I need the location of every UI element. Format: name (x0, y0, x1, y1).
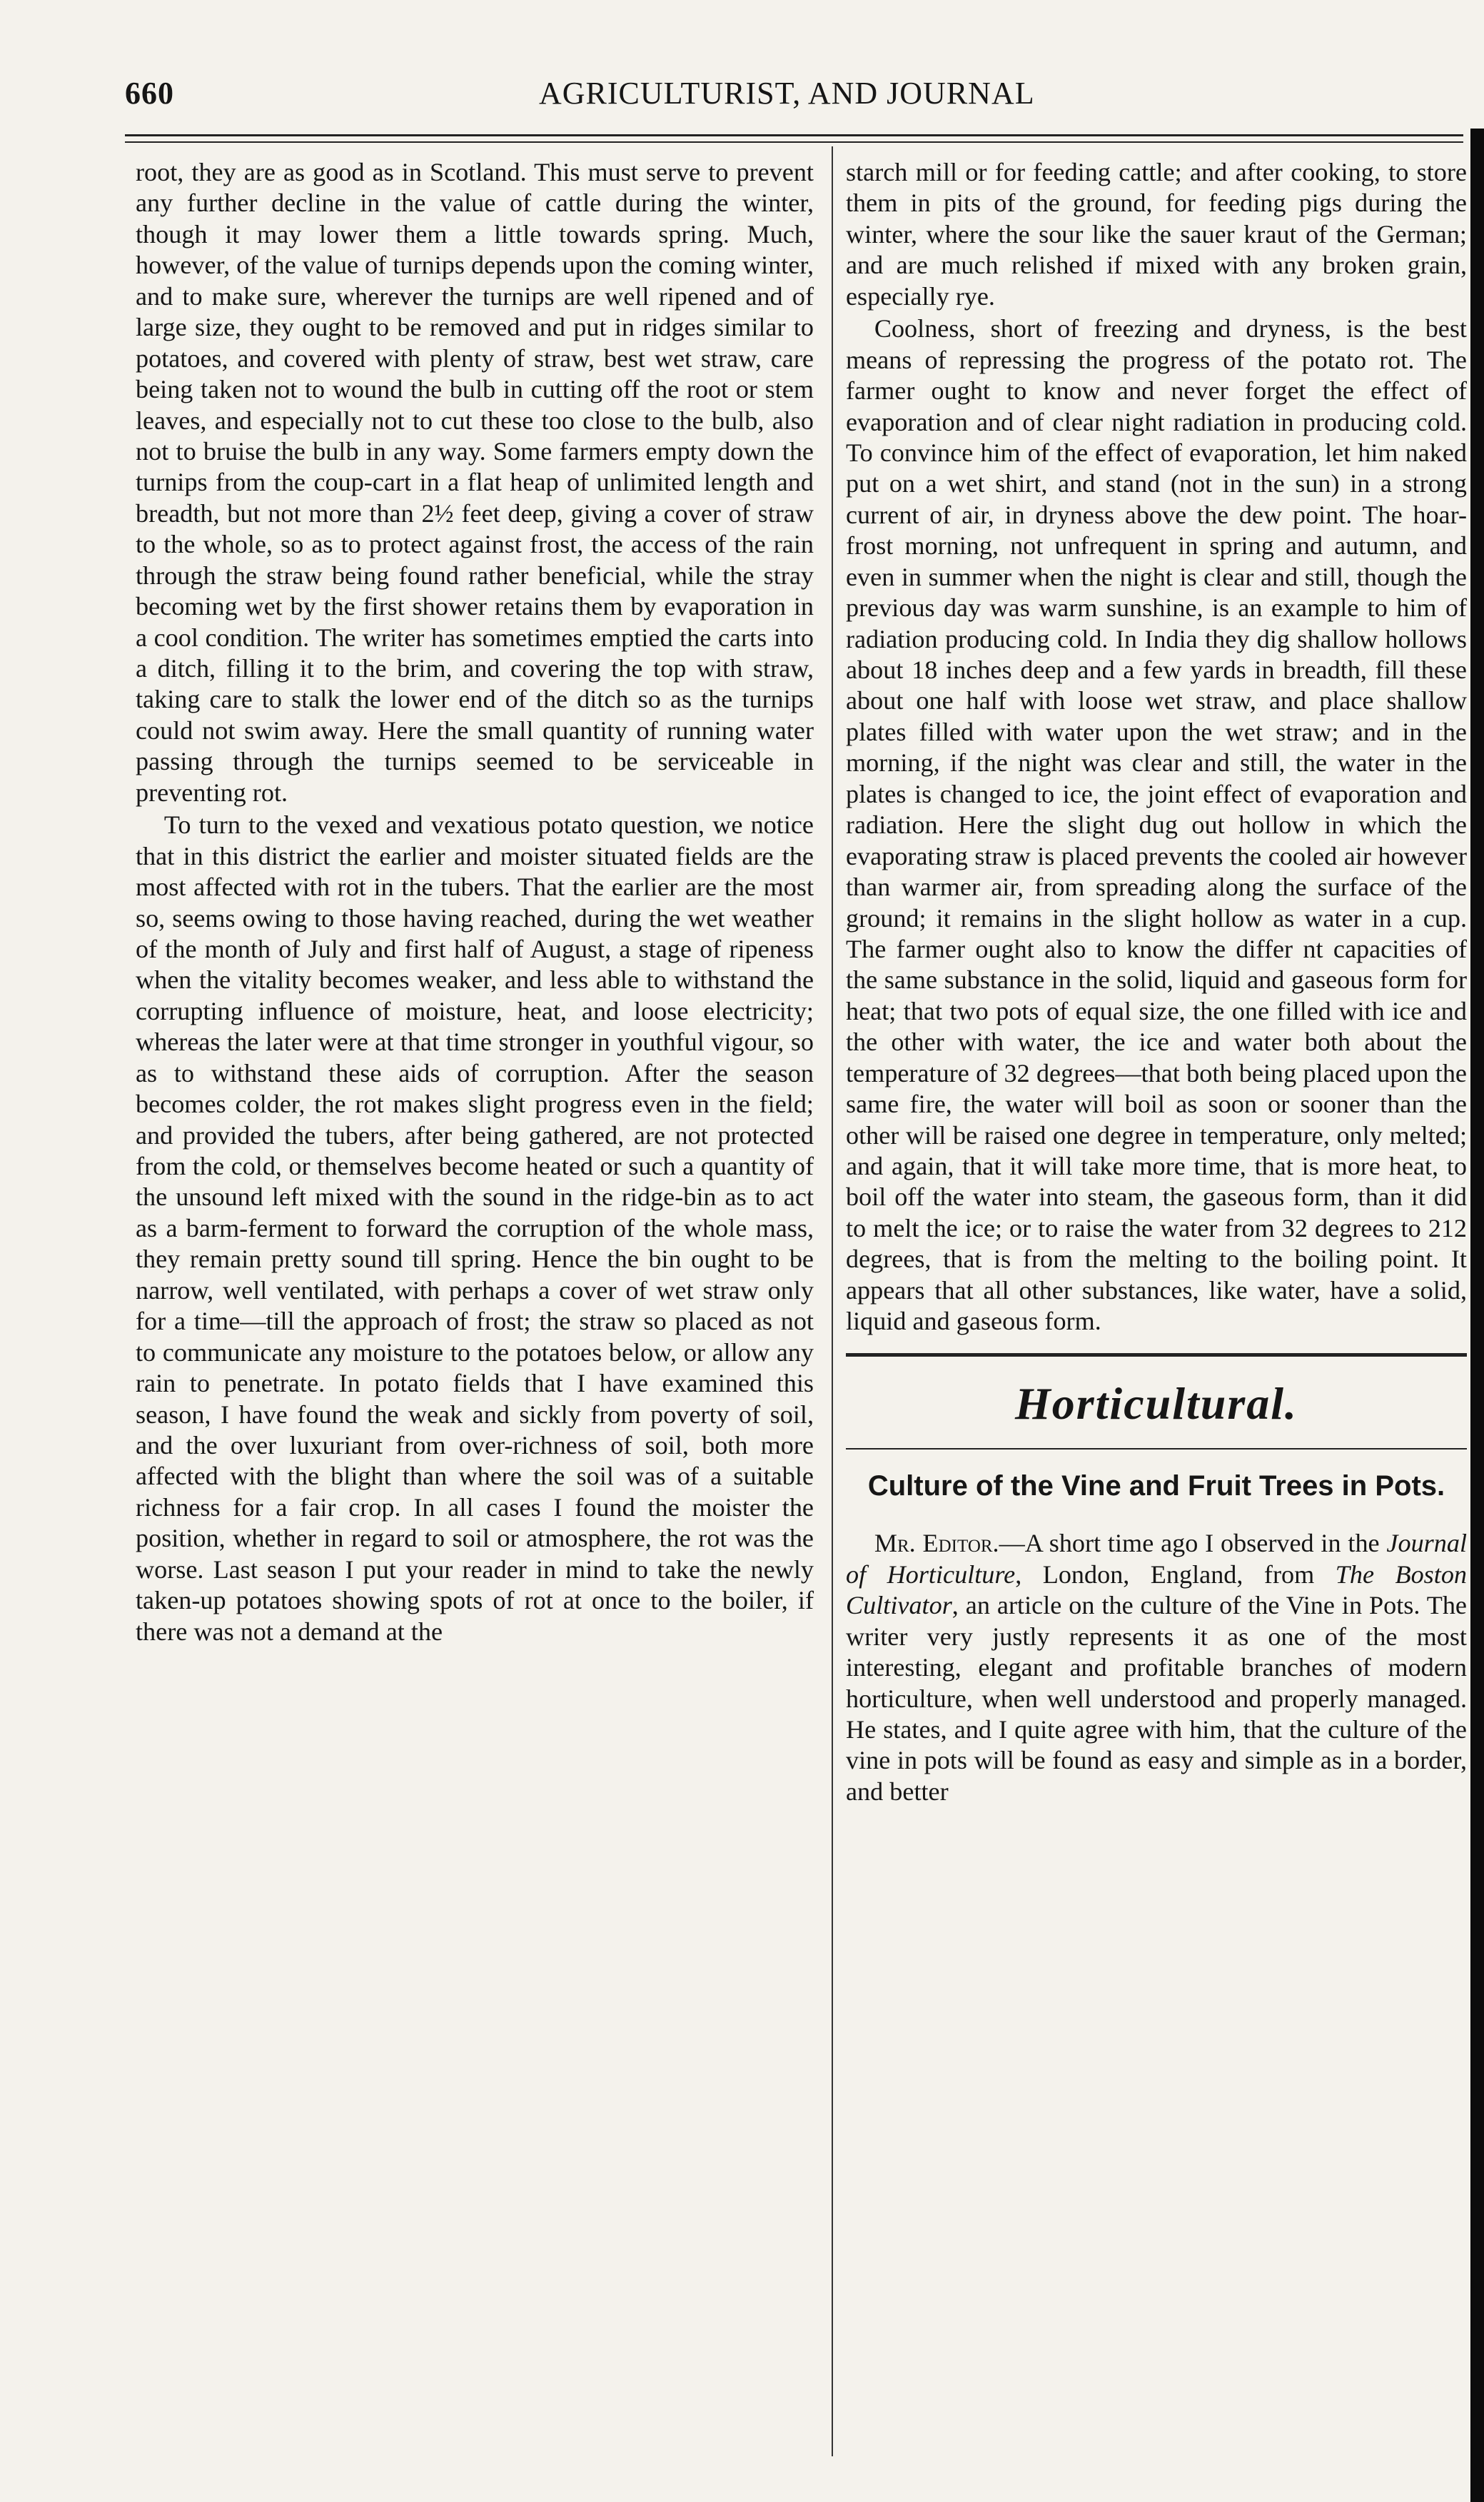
article-text-2: , London, England, from (1015, 1559, 1336, 1589)
page-header (125, 75, 1467, 125)
left-paragraph-2: To turn to the vexed and vexatious potato question, we notice that in this district the earlier and moister situated fields are the most affected with rot in the tubers. That the earlier are the most so, seems owing to those having reached, during the wet weather of the month of July and first half of August, a stage of ripeness when the vitality becomes weaker, and less able to withstand the corrupting influence of moisture, heat, and loose electricity; whereas the later were at that time stronger in youthful vigour, so as to withstand these aids of corruption. After the season becomes colder, the rot makes slight progress even in the field; and provided the tubers, after being gathered, are not protected from the cold, or themselves become heated or such a quantity of the unsound left mixed with the sound in the ridge-bin as to act as a barm-ferment to forward the corruption of the whole mass, they remain pretty sound till spring. Hence the bin ought to be narrow, well ventilated, with perhaps a cover of wet straw only for a time—till the approach of frost; the straw so placed as not to communicate any moisture to the potatoes below, or allow any rain to penetrate. In potato fields that I have examined this season, I have found the weak and sickly from poverty of soil, and the over luxuriant from over-richness of soil, both more affected with the blight than where the soil was of a suitable richness for a fair crop. In all cases I found the moister the position, whether in regard to soil or atmosphere, the rot was the worse. Last season I put your reader in mind to take the newly taken-up potatoes showing spots of rot at once to the boiler, if there was not a demand at the (136, 810, 814, 1646)
article-salutation: Mr. Editor. (874, 1529, 999, 1558)
article-title: Culture of the Vine and Fruit Trees in Pots. (867, 1470, 1445, 1502)
header-rule-bottom (125, 141, 1463, 143)
right-paragraph-1: starch mill or for feeding cattle; and after cooking, to store them in pits of the ground, for feeding pigs during the winter, where the sour like the sauer kraut of the German; and are much relished if mixed with any broken grain, especially rye. (846, 158, 1467, 311)
left-paragraph-1: root, they are as good as in Scotland. This must serve to prevent any further decline in the value of cattle during the winter, though it may lower them a little towards spring. Much, however, of the value of turnips depends upon the coming winter, and to make sure, wherever the turnips are well ripened and of large size, they ought to be removed and put in ridges similar to potatoes, and covered with plenty of straw, best wet straw, care being taken not to wound the bulb in cutting off the root or stem leaves, and especially not to cut these too close to the bulb, also not to bruise the bulb in any way. Some farmers empty down the turnips from the coup-cart in a flat heap of unlimited length and breadth, but not more than 2½ feet deep, giving a cover of straw to the whole, so as to protect against frost, the access of the rain through the straw being found rather beneficial, while the stray becoming wet by the first shower retains them by evaporation in a cool condition. The writer has sometimes emptied the carts into a ditch, filling it to the brim, and covering the top with straw, taking care to stalk the lower end of the ditch so as the turnips could not swim away. Here the small quantity of running water passing through the turnips seemed to be serviceable in preventing rot. (136, 158, 814, 807)
page-edge-shadow (1470, 129, 1484, 2502)
header-rule-top (125, 134, 1463, 136)
article-source-name: The Boston Cultivator (846, 1559, 1467, 1620)
running-title: AGRICULTURIST, AND JOURNAL (539, 76, 1035, 111)
section-divider (846, 1353, 1467, 1357)
page-number: 660 (125, 76, 174, 111)
section-heading: Horticultural. (1014, 1377, 1298, 1429)
article-text-3: , an article on the culture of the Vine in Pots. The writer very justly represents it as one of the most interesting, elegant and profitable branches of modern horticulture, when well understood and properly managed. He states, and I quite agree with him, that the culture of the vine in pots will be found as easy and simple as in a border, and better (846, 1591, 1467, 1806)
article-journal-name: Journal of Horticulture (846, 1529, 1467, 1589)
right-column (846, 157, 1467, 2485)
left-column (136, 157, 814, 2485)
right-paragraph-2: Coolness, short of freezing and dryness, is the best means of repressing the progress of the potato rot. The farmer ought to know and never forget the effect of evaporation and of clear night radiation in producing cold. To convince him of the effect of evaporation, let him naked put on a wet shirt, and stand (not in the sun) in a strong current of air, in dryness above the dew point. The hoar-frost morning, not unfrequent in spring and autumn, and even in summer when the night is clear and still, though the previous day was warm sunshine, is an example to him of radiation producing cold. In India they dig shallow hollows about 18 inches deep and a few yards in breadth, fill these about one half with loose wet straw, and place shallow plates filled with water upon the wet straw; and in the morning, if the night was clear and still, the water in the plates is changed to ice, the joint effect of evaporation and radiation. Here the slight dug out hollow in which the evaporating straw is placed prevents the cooled air however than warmer air, from spreading along the surface of the ground; it remains in the slight hollow as water in a cup. The farmer ought also to know the differ nt capacities of the same substance in the solid, liquid and gaseous form for heat; that two pots of equal size, the one filled with ice and the other with water, the ice and water both about the temperature of 32 degrees—that both being placed upon the same fire, the water will boil as soon or sooner than the other will be raised one degree in temperature, only melted; and again, that it will take more time, that is more heat, to boil off the water into steam, the gaseous form, than it did to melt the ice; or to raise the water from 32 degrees to 212 degrees, that is from the melting to the boiling point. It appears that all other substances, like water, have a solid, liquid and gaseous form. (846, 314, 1467, 1336)
article-paragraph (846, 1528, 1467, 1807)
article-text-1: —A short time ago I observed in the (999, 1529, 1387, 1558)
section-heading-rule (846, 1448, 1467, 1450)
column-divider (832, 146, 833, 2456)
